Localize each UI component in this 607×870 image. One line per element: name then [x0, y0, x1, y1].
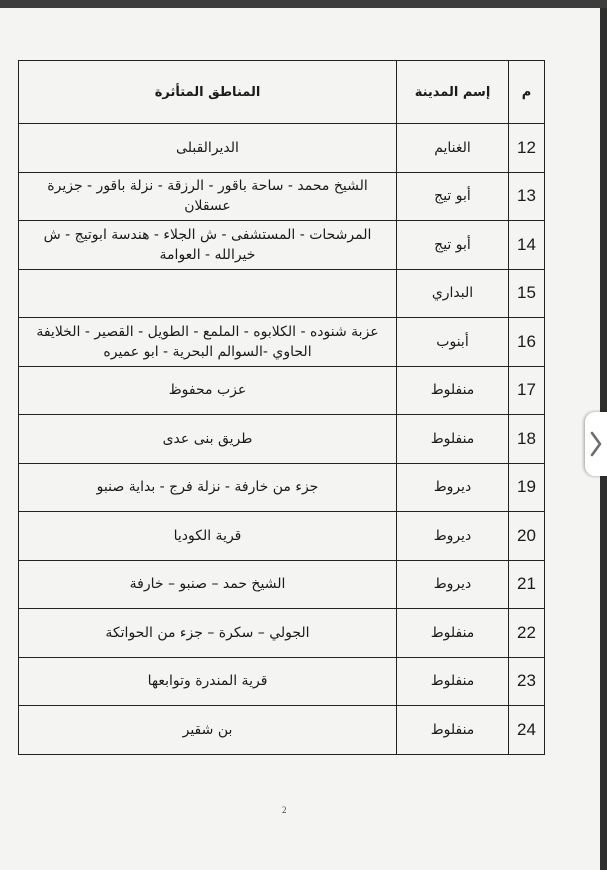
row-city: ديروط — [397, 463, 509, 512]
header-areas: المناطق المتأثرة — [19, 61, 397, 124]
row-number: 19 — [509, 463, 545, 512]
row-areas: المرشحات - المستشفى - ش الجلاء - هندسة ابوتيج - ش خيرالله - العوامة — [19, 221, 397, 270]
row-number: 18 — [509, 415, 545, 464]
row-city: منفلوط — [397, 415, 509, 464]
chevron-right-icon — [589, 430, 603, 458]
table-row — [19, 124, 545, 173]
row-areas: قرية الكوديا — [19, 512, 397, 561]
header-number: م — [509, 61, 545, 124]
row-areas: الشيخ محمد - ساحة باقور - الرزقة - نزلة باقور - جزيرة عسقلان — [19, 172, 397, 221]
row-areas: عزبة شنوده - الكلابوه - الملمع - الطويل - القصير - الخلايفة الحاوي -السوالم البحرية - ابو عميره — [19, 318, 397, 367]
row-areas: الجولي – سكرة – جزء من الحواتكة — [19, 609, 397, 658]
row-city: الغنايم — [397, 124, 509, 173]
row-city: منفلوط — [397, 366, 509, 415]
table-row — [19, 415, 545, 464]
row-areas: قرية المندرة وتوابعها — [19, 657, 397, 706]
table-row — [19, 221, 545, 270]
viewer-top-bar — [0, 0, 607, 8]
row-city: ديروط — [397, 512, 509, 561]
row-number: 15 — [509, 269, 545, 318]
document-page — [0, 8, 600, 870]
row-areas: الشيخ حمد – صنبو – خارفة — [19, 560, 397, 609]
table-row — [19, 512, 545, 561]
row-areas: بن شقير — [19, 706, 397, 755]
row-number: 12 — [509, 124, 545, 173]
table-row — [19, 560, 545, 609]
table-row — [19, 706, 545, 755]
table-row — [19, 609, 545, 658]
row-number: 24 — [509, 706, 545, 755]
row-city: أبنوب — [397, 318, 509, 367]
row-number: 22 — [509, 609, 545, 658]
table-row — [19, 657, 545, 706]
row-city: ديروط — [397, 560, 509, 609]
table-header-row — [19, 61, 545, 124]
row-number: 20 — [509, 512, 545, 561]
table-row — [19, 172, 545, 221]
row-number: 23 — [509, 657, 545, 706]
page-number: 2 — [282, 805, 287, 815]
header-city: إسم المدينة — [397, 61, 509, 124]
row-areas: طريق بنى عدى — [19, 415, 397, 464]
table-row — [19, 366, 545, 415]
table-row — [19, 318, 545, 367]
row-city: منفلوط — [397, 609, 509, 658]
affected-areas-table — [18, 60, 545, 755]
row-city: منفلوط — [397, 657, 509, 706]
row-areas: جزء من خارفة - نزلة فرج - بداية صنبو — [19, 463, 397, 512]
row-number: 14 — [509, 221, 545, 270]
row-areas: الديرالقبلى — [19, 124, 397, 173]
table-row — [19, 463, 545, 512]
row-number: 17 — [509, 366, 545, 415]
row-areas — [19, 269, 397, 318]
row-city: أبو تيج — [397, 221, 509, 270]
table-row — [19, 269, 545, 318]
row-city: أبو تيج — [397, 172, 509, 221]
row-city: البداري — [397, 269, 509, 318]
row-areas: عزب محفوظ — [19, 366, 397, 415]
row-number: 13 — [509, 172, 545, 221]
row-number: 21 — [509, 560, 545, 609]
row-city: منفلوط — [397, 706, 509, 755]
next-page-button[interactable] — [585, 412, 607, 476]
row-number: 16 — [509, 318, 545, 367]
